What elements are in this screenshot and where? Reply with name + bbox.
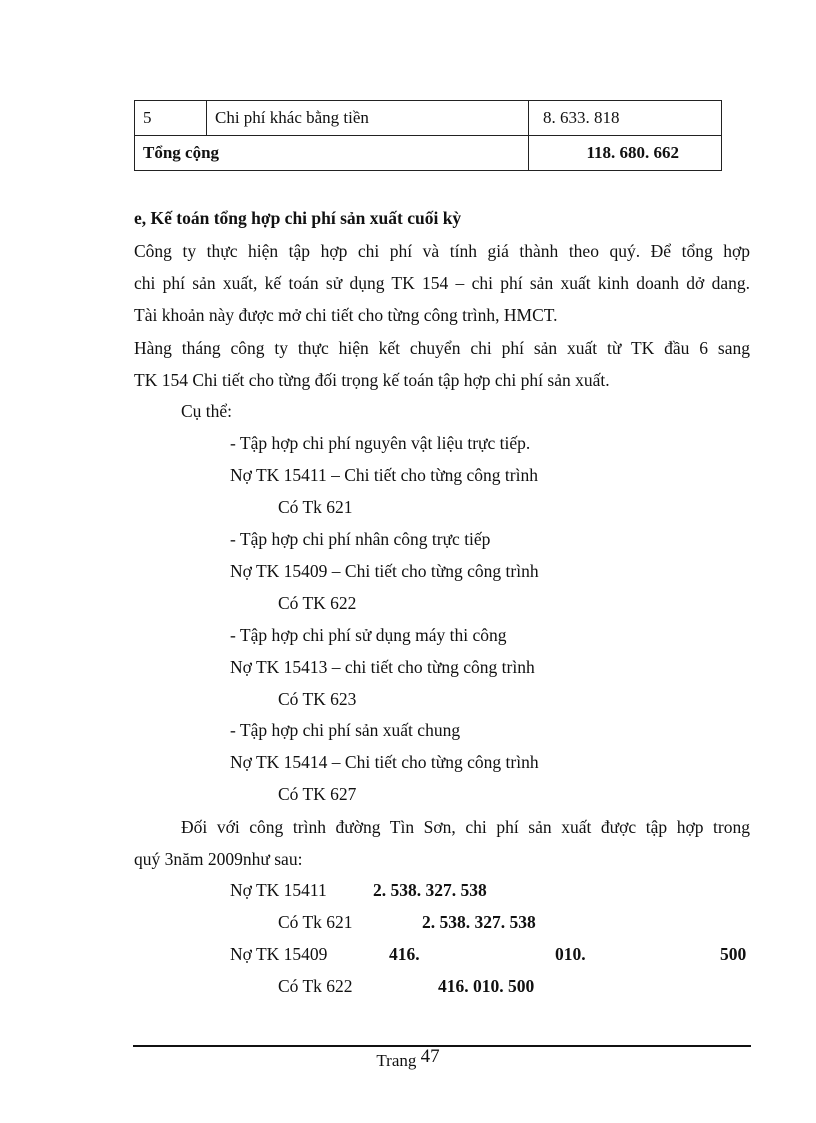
- entry-debit: Nợ TK 15409 – Chi tiết cho từng công trình: [230, 561, 539, 581]
- paragraph-line: Công ty thực hiện tập hợp chi phí và tính giá thành theo quý. Để tổng hợp: [134, 241, 750, 261]
- entry-debit: Nợ TK 15411 – Chi tiết cho từng công trình: [230, 465, 538, 485]
- summary-label: Có Tk 621: [278, 912, 353, 932]
- summary-value: 2. 538. 327. 538: [422, 912, 536, 932]
- entry-title: - Tập hợp chi phí sản xuất chung: [230, 720, 461, 740]
- table-total-row: [135, 136, 722, 171]
- entry-debit: Nợ TK 15413 – chi tiết cho từng công trình: [230, 657, 535, 677]
- footer-divider: [133, 1045, 751, 1047]
- page-footer: [0, 1046, 816, 1072]
- entry-title: - Tập hợp chi phí nguyên vật liệu trực tiếp.: [230, 433, 531, 453]
- paragraph-line: Hàng tháng công ty thực hiện kết chuyển chi phí sản xuất từ TK đầu 6 sang: [134, 338, 750, 358]
- summary-label: Có Tk 622: [278, 976, 353, 996]
- paragraph-line: Đối với công trình đường Tìn Sơn, chi phí sản xuất được tập hợp trong: [181, 817, 750, 837]
- entry-title: - Tập hợp chi phí nhân công trực tiếp: [230, 529, 491, 549]
- paragraph-line: quý 3năm 2009như sau:: [134, 849, 303, 869]
- entry-debit: Nợ TK 15414 – Chi tiết cho từng công trình: [230, 752, 539, 772]
- paragraph-line: Tài khoản này được mở chi tiết cho từng công trình, HMCT.: [134, 305, 558, 325]
- summary-value-part: 500: [720, 944, 747, 964]
- row-number: 5: [135, 101, 207, 136]
- table-row: [135, 101, 722, 136]
- entry-credit: Có TK 623: [278, 689, 357, 709]
- summary-value-part: 416.: [389, 944, 420, 964]
- paragraph-line: chi phí sản xuất, kế toán sử dụng TK 154 – chi phí sản xuất kinh doanh dở dang.: [134, 273, 750, 293]
- entry-credit: Có TK 622: [278, 593, 357, 613]
- total-label: Tổng cộng: [135, 136, 529, 171]
- row-name: Chi phí khác bằng tiền: [207, 101, 529, 136]
- page-label: Trang: [376, 1051, 417, 1070]
- row-amount: 8. 633. 818: [529, 101, 722, 136]
- summary-label: Nợ TK 15409: [230, 944, 328, 964]
- summary-value: 416. 010. 500: [438, 976, 535, 996]
- entry-title: - Tập hợp chi phí sử dụng máy thi công: [230, 625, 507, 645]
- summary-value: 2. 538. 327. 538: [373, 880, 487, 900]
- summary-label: Nợ TK 15411: [230, 880, 327, 900]
- specifically-label: Cụ thể:: [181, 401, 233, 421]
- entry-credit: Có Tk 621: [278, 497, 353, 517]
- paragraph-line: TK 154 Chi tiết cho từng đối trọng kế toán tập hợp chi phí sản xuất.: [134, 370, 610, 390]
- page-number: 47: [420, 1046, 440, 1067]
- entry-credit: Có TK 627: [278, 784, 357, 804]
- total-amount: 118. 680. 662: [529, 136, 722, 171]
- cost-table: [134, 100, 722, 171]
- summary-value-part: 010.: [555, 944, 586, 964]
- section-heading: e, Kế toán tổng hợp chi phí sản xuất cuối kỳ: [134, 208, 462, 228]
